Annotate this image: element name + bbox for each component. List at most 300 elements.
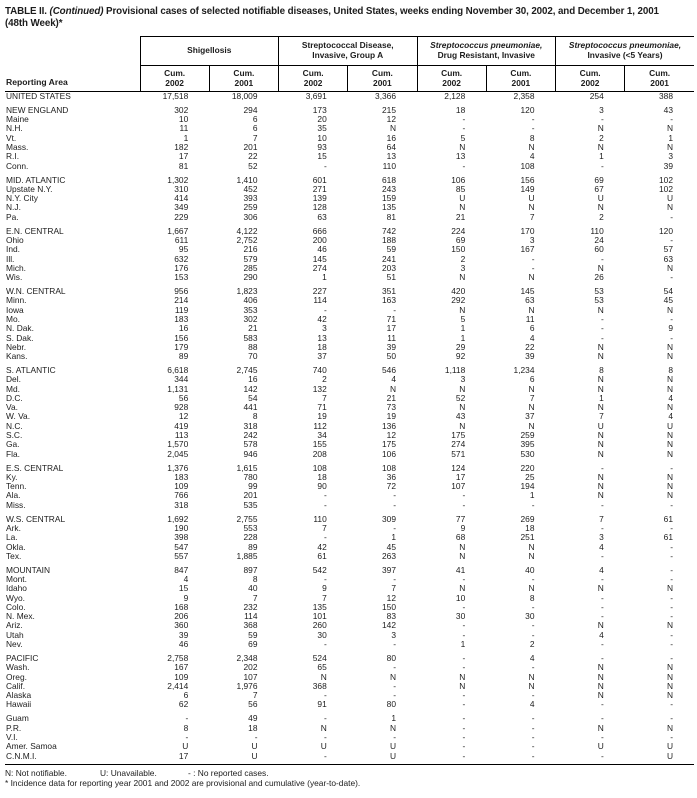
value-cell: 25 — [525, 472, 535, 482]
value-cell: - — [531, 723, 535, 733]
table-row — [5, 412, 694, 421]
value-cell: 62 — [178, 700, 189, 710]
table-row — [5, 287, 694, 296]
value-cell: 83 — [386, 612, 396, 622]
value-cell: N — [597, 472, 604, 482]
value-cell: N — [459, 551, 466, 561]
value-cell: 19 — [317, 412, 327, 422]
table-row — [5, 673, 694, 682]
value-cell: 2 — [599, 212, 604, 222]
value-cell: 1,976 — [236, 681, 258, 691]
reporting-area-header: Reporting Area — [5, 37, 140, 92]
value-cell: - — [600, 653, 604, 663]
value-cell: 2,758 — [167, 653, 189, 663]
value-cell: 92 — [455, 352, 466, 362]
table-row — [5, 176, 694, 185]
value-cell: 292 — [451, 296, 466, 306]
value-cell: 42 — [317, 542, 327, 552]
value-cell: - — [462, 602, 466, 612]
table-row — [5, 352, 694, 361]
value-cell: 50 — [386, 352, 396, 362]
reporting-area-cell: Mass. — [6, 143, 29, 153]
value-cell: - — [462, 742, 466, 752]
value-cell: 63 — [525, 296, 535, 306]
value-cell: 39 — [178, 630, 189, 640]
value-cell: - — [531, 691, 535, 701]
value-cell: U — [251, 742, 258, 752]
value-cell: N — [597, 352, 604, 362]
reporting-area-cell: W. Va. — [6, 412, 31, 422]
value-cell: 7 — [322, 593, 327, 603]
value-cell: 77 — [455, 514, 466, 524]
reporting-area-cell: P.R. — [6, 723, 22, 733]
table-row — [5, 752, 694, 761]
value-cell: 228 — [243, 533, 258, 543]
value-cell: 897 — [243, 565, 258, 575]
value-cell: - — [600, 602, 604, 612]
value-cell: 4 — [529, 333, 535, 343]
value-cell: 34 — [317, 431, 327, 441]
value-cell: 113 — [174, 431, 189, 441]
reporting-area-cell: S.C. — [6, 431, 23, 441]
value-cell: - — [670, 602, 673, 612]
value-cell: 142 — [243, 384, 258, 394]
value-cell: 18 — [317, 342, 327, 352]
value-cell: N — [528, 143, 535, 153]
table-row — [5, 464, 694, 473]
reporting-area-cell: NEW ENGLAND — [6, 105, 69, 115]
value-cell: 9 — [183, 593, 189, 603]
value-cell: 8 — [529, 133, 535, 143]
reporting-area-cell: Ariz. — [6, 621, 23, 631]
value-cell: U — [597, 421, 604, 431]
table-row — [5, 296, 694, 305]
value-cell: - — [600, 714, 604, 724]
value-cell: 40 — [248, 584, 258, 594]
value-cell: 42 — [317, 314, 327, 324]
value-cell: N — [597, 621, 604, 631]
reporting-area-cell: Tenn. — [6, 482, 27, 492]
value-cell: - — [462, 161, 466, 171]
table-row — [5, 631, 694, 640]
value-cell: 224 — [451, 226, 466, 236]
value-cell: 53 — [594, 296, 604, 306]
value-cell: N — [597, 384, 604, 394]
value-cell: 179 — [174, 342, 189, 352]
value-cell: N — [666, 691, 673, 701]
value-cell: 110 — [590, 226, 604, 236]
value-cell: 611 — [174, 235, 189, 245]
value-cell: N — [597, 263, 604, 273]
value-cell: N — [597, 482, 604, 492]
reporting-area-cell: Vt. — [6, 133, 17, 143]
value-cell: - — [462, 700, 466, 710]
value-cell: 108 — [382, 463, 396, 473]
table-row — [5, 194, 694, 203]
value-cell: N — [666, 143, 673, 153]
value-cell: U — [666, 194, 673, 204]
value-cell: U — [528, 194, 535, 204]
value-cell: 22 — [525, 342, 535, 352]
value-cell: - — [600, 575, 604, 584]
value-cell: 557 — [174, 551, 189, 561]
value-cell: - — [393, 491, 396, 501]
value-cell: N — [666, 263, 673, 273]
value-cell: 64 — [386, 143, 396, 153]
table-row — [5, 115, 694, 124]
table-row — [5, 394, 694, 403]
value-cell: 19 — [386, 412, 396, 422]
value-cell: - — [670, 630, 673, 640]
table-row — [5, 431, 694, 440]
value-cell: 1 — [599, 152, 604, 162]
value-cell: 21 — [455, 212, 466, 222]
value-cell: 414 — [174, 194, 189, 204]
table-row — [5, 324, 694, 333]
value-cell: 10 — [455, 593, 466, 603]
value-cell: 60 — [594, 245, 604, 255]
value-cell: 37 — [317, 352, 327, 362]
value-cell: 30 — [525, 612, 535, 622]
value-cell: - — [670, 653, 673, 663]
value-cell: 203 — [382, 263, 396, 273]
reporting-area-cell: Wash. — [6, 663, 30, 673]
value-cell: 17,518 — [162, 91, 189, 101]
reporting-area-cell: Okla. — [6, 542, 26, 552]
value-cell: 740 — [312, 365, 327, 375]
value-cell: N — [528, 551, 535, 561]
value-cell: 101 — [312, 612, 327, 622]
value-cell: N — [666, 352, 673, 362]
value-cell: 7 — [599, 514, 604, 524]
value-cell: 59 — [248, 630, 258, 640]
value-cell: 2,045 — [167, 449, 189, 459]
value-cell: N — [597, 449, 604, 459]
table-header — [5, 37, 694, 92]
value-cell: 30 — [455, 612, 466, 622]
value-cell: 368 — [312, 681, 327, 691]
value-cell: 61 — [317, 551, 327, 561]
value-cell: 8 — [529, 593, 535, 603]
value-cell: 1,118 — [444, 365, 466, 375]
value-cell: 1,885 — [236, 551, 258, 561]
reporting-area-cell: Mo. — [6, 314, 20, 324]
value-cell: - — [600, 551, 604, 561]
value-cell: 8 — [252, 412, 258, 422]
value-cell: 4 — [668, 412, 673, 422]
value-cell: - — [323, 751, 327, 761]
value-cell: 12 — [178, 412, 189, 422]
reporting-area-cell: Md. — [6, 384, 20, 394]
value-cell: 167 — [174, 663, 189, 673]
value-cell: - — [600, 612, 604, 622]
value-cell: - — [600, 700, 604, 710]
reporting-area-cell: UNITED STATES — [6, 91, 71, 101]
value-cell: - — [323, 491, 327, 501]
value-cell: 150 — [382, 602, 396, 612]
table-row — [5, 621, 694, 630]
value-cell: 1,570 — [167, 440, 189, 450]
value-cell: 145 — [312, 254, 327, 264]
value-cell: N — [389, 672, 396, 682]
value-cell: - — [531, 742, 535, 752]
reporting-area-cell: Colo. — [6, 602, 26, 612]
reporting-area-cell: S. ATLANTIC — [6, 365, 56, 375]
value-cell: 6 — [529, 375, 535, 385]
value-cell: 11 — [525, 314, 535, 324]
value-cell: 124 — [451, 463, 466, 473]
value-cell: N — [666, 681, 673, 691]
value-cell: N — [666, 621, 673, 631]
value-cell: 452 — [243, 184, 258, 194]
value-cell: N — [459, 403, 466, 413]
table-row — [5, 640, 694, 649]
value-cell: 17 — [386, 324, 396, 334]
value-cell: - — [323, 305, 327, 315]
value-cell: 3 — [668, 152, 673, 162]
value-cell: 73 — [386, 403, 396, 413]
value-cell: 56 — [248, 700, 258, 710]
table-row — [5, 255, 694, 264]
reporting-area-cell: Calif. — [6, 681, 26, 691]
value-cell: 183 — [174, 314, 189, 324]
value-cell: N — [666, 663, 673, 673]
value-cell: N — [528, 672, 535, 682]
value-cell: - — [670, 593, 673, 603]
value-cell: - — [670, 314, 673, 324]
value-cell: 65 — [317, 663, 327, 673]
value-cell: N — [597, 723, 604, 733]
value-cell: - — [600, 314, 604, 324]
value-cell: 109 — [174, 482, 189, 492]
value-cell: N — [597, 691, 604, 701]
value-cell: 243 — [382, 184, 396, 194]
value-cell: 1 — [460, 640, 466, 650]
value-cell: 4 — [183, 575, 189, 584]
value-cell: 7 — [322, 523, 327, 533]
table-row — [5, 450, 694, 459]
col-header-strepa-2002: Cum. 2002 — [279, 66, 348, 92]
value-cell: - — [323, 691, 327, 701]
value-cell: 39 — [663, 161, 673, 171]
value-cell: 4,122 — [236, 226, 258, 236]
value-cell: 1 — [391, 533, 396, 543]
value-cell: 26 — [594, 273, 604, 283]
reporting-area-cell: N.H. — [6, 124, 23, 134]
incidence-footnote: * Incidence data for reporting year 2001 and 2002 are provisional and cumulative (year-to-date). — [5, 777, 361, 788]
value-cell: N — [666, 449, 673, 459]
group-header-shigellosis: Shigellosis — [140, 37, 279, 66]
table-row — [5, 264, 694, 273]
value-cell: 15 — [178, 584, 189, 594]
value-cell: 542 — [312, 565, 327, 575]
reporting-area-cell: Ind. — [6, 245, 20, 255]
value-cell: 139 — [312, 194, 327, 204]
value-cell: N — [597, 663, 604, 673]
value-cell: 2,358 — [513, 91, 535, 101]
value-cell: - — [600, 324, 604, 334]
col-header-u5-2002: Cum. 2002 — [556, 66, 625, 92]
value-cell: 52 — [248, 161, 258, 171]
value-cell: 10 — [178, 115, 189, 125]
title-prefix: TABLE II. — [5, 6, 47, 17]
value-cell: - — [600, 115, 604, 125]
value-cell: U — [666, 751, 673, 761]
reporting-area-cell: Utah — [6, 630, 24, 640]
value-cell: 188 — [382, 235, 396, 245]
value-cell: N — [528, 542, 535, 552]
value-cell: 21 — [386, 393, 396, 403]
value-cell: N — [597, 305, 604, 315]
value-cell: 7 — [252, 691, 258, 701]
value-cell: N — [528, 403, 535, 413]
value-cell: U — [320, 742, 327, 752]
value-cell: 1 — [460, 333, 466, 343]
value-cell: N — [528, 384, 535, 394]
value-cell: 553 — [243, 523, 258, 533]
value-cell: 3 — [599, 105, 604, 115]
value-cell: N — [528, 584, 535, 594]
value-cell: 535 — [243, 500, 258, 510]
value-cell: 102 — [659, 184, 673, 194]
reporting-area-cell: Fla. — [6, 449, 20, 459]
value-cell: 69 — [455, 235, 466, 245]
value-cell: 57 — [663, 245, 673, 255]
value-cell: N — [597, 375, 604, 385]
value-cell: - — [531, 732, 535, 742]
value-cell: 173 — [312, 105, 327, 115]
value-cell: - — [462, 630, 466, 640]
value-cell: 132 — [312, 384, 327, 394]
value-cell: 69 — [594, 175, 604, 185]
value-cell: 194 — [520, 482, 535, 492]
value-cell: 290 — [243, 273, 258, 283]
value-cell: U — [666, 742, 673, 752]
value-cell: N — [459, 273, 466, 283]
value-cell: 54 — [248, 393, 258, 403]
value-cell: 135 — [382, 203, 396, 213]
table-row — [5, 473, 694, 482]
value-cell: - — [670, 235, 673, 245]
reporting-area-cell: MOUNTAIN — [6, 565, 51, 575]
value-cell: - — [670, 732, 673, 742]
value-cell: 241 — [382, 254, 396, 264]
value-cell: 18,009 — [231, 91, 258, 101]
value-cell: 17 — [178, 152, 189, 162]
value-cell: 360 — [174, 621, 189, 631]
value-cell: - — [393, 732, 396, 742]
value-cell: N — [459, 305, 466, 315]
value-cell: 1 — [529, 491, 535, 501]
value-cell: 441 — [243, 403, 258, 413]
value-cell: 388 — [659, 91, 673, 101]
value-cell: 4 — [599, 630, 604, 640]
table-row — [5, 124, 694, 133]
value-cell: 54 — [663, 287, 673, 297]
table-row — [5, 733, 694, 742]
reporting-area-cell: PACIFIC — [6, 653, 39, 663]
reporting-area-cell: Oreg. — [6, 672, 27, 682]
value-cell: 183 — [174, 472, 189, 482]
table-row — [5, 422, 694, 431]
value-cell: 156 — [174, 333, 189, 343]
value-cell: 254 — [589, 91, 604, 101]
value-cell: 1 — [668, 133, 673, 143]
value-cell: 579 — [243, 254, 258, 264]
value-cell: N — [666, 375, 673, 385]
table-row — [5, 482, 694, 491]
value-cell: - — [670, 542, 673, 552]
value-cell: - — [531, 115, 535, 125]
value-cell: 99 — [248, 482, 258, 492]
value-cell: - — [670, 612, 673, 622]
value-cell: 263 — [382, 551, 396, 561]
reporting-area-cell: R.I. — [6, 152, 20, 162]
value-cell: 742 — [382, 226, 396, 236]
value-cell: 13 — [455, 152, 466, 162]
value-cell: 242 — [243, 431, 258, 441]
value-cell: 110 — [382, 161, 396, 171]
table-bottom-rule — [5, 764, 694, 765]
legend-no-cases: - : No reported cases. — [188, 767, 269, 778]
value-cell: 2 — [599, 133, 604, 143]
value-cell: 70 — [248, 352, 258, 362]
value-cell: 37 — [525, 412, 535, 422]
value-cell: N — [597, 342, 604, 352]
value-cell: 71 — [317, 403, 327, 413]
value-cell: 4 — [668, 393, 673, 403]
value-cell: 6 — [252, 115, 258, 125]
table-title — [5, 6, 693, 18]
table-row — [5, 724, 694, 733]
value-cell: 618 — [382, 175, 396, 185]
value-cell: 18 — [317, 472, 327, 482]
value-cell: 175 — [451, 431, 466, 441]
col-header-dr-2002: Cum. 2002 — [417, 66, 486, 92]
value-cell: - — [670, 714, 673, 724]
value-cell: N — [666, 305, 673, 315]
value-cell: 114 — [313, 296, 327, 306]
table-row — [5, 584, 694, 593]
value-cell: 21 — [248, 324, 258, 334]
value-cell: - — [670, 333, 673, 343]
value-cell: 71 — [386, 314, 396, 324]
table-row — [5, 162, 694, 171]
reporting-area-cell: Iowa — [6, 305, 24, 315]
value-cell: N — [597, 403, 604, 413]
value-cell: 285 — [243, 263, 258, 273]
value-cell: U — [597, 742, 604, 752]
value-cell: 8 — [252, 575, 258, 584]
value-cell: 260 — [312, 621, 327, 631]
reporting-area-cell: Amer. Samoa — [6, 742, 57, 752]
value-cell: 4 — [529, 653, 535, 663]
value-cell: 2,348 — [236, 653, 258, 663]
value-cell: 547 — [174, 542, 189, 552]
value-cell: 29 — [455, 342, 466, 352]
value-cell: 163 — [382, 296, 396, 306]
value-cell: - — [462, 653, 466, 663]
value-cell: - — [531, 663, 535, 673]
value-cell: 3 — [529, 235, 535, 245]
reporting-area-cell: Va. — [6, 403, 18, 413]
value-cell: 1 — [460, 324, 466, 334]
value-cell: 6 — [529, 324, 535, 334]
value-cell: N — [459, 672, 466, 682]
reporting-area-cell: N. Dak. — [6, 324, 34, 334]
value-cell: 170 — [520, 226, 535, 236]
legend-unavailable: U: Unavailable. — [100, 767, 157, 778]
